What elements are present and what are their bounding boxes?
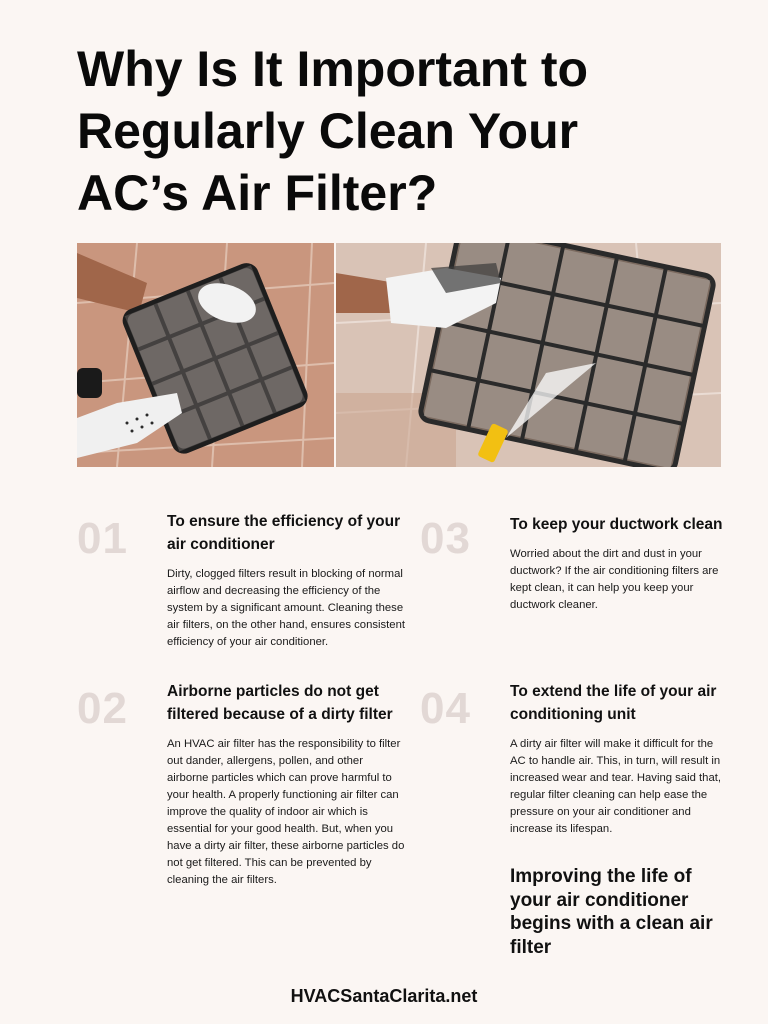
section-04: [420, 680, 730, 838]
section-body: A dirty air filter will make it difficult for the AC to handle air. This, in turn, will result in increased wear and tear. Having said that, regular filter cleaning can help ease the pressure on your air conditioner and increase its lifespan.: [510, 738, 722, 835]
page-title: Why Is It Important to Regularly Clean Your AC’s Air Filter?: [77, 41, 589, 221]
section-01: [77, 510, 407, 651]
section-03: [420, 513, 730, 614]
section-number: 04: [420, 684, 471, 733]
filter-photo-left: [77, 243, 334, 467]
section-number: 01: [77, 514, 128, 563]
callout-text: Improving the life of your air conditioner begins with a clean air filter: [510, 866, 713, 958]
section-number: 03: [420, 514, 471, 563]
section-body: An HVAC air filter has the responsibility to filter out dander, allergens, pollen, and other airborne particles which can prove harmful to your health. A properly functioning air filter can improve the quality of indoor air which is essential for your good health. But, when you have a dirty air filter, these airborne particles do not get filtered. This can be prevented by cleaning the air filters.: [167, 738, 405, 886]
section-heading: To keep your ductwork clean: [510, 516, 723, 533]
section-heading: To ensure the efficiency of your air conditioner: [167, 513, 401, 553]
filter-photo-right: [336, 243, 721, 467]
section-number: 02: [77, 684, 128, 733]
section-heading: Airborne particles do not get filtered because of a dirty filter: [167, 683, 393, 723]
footer-website[interactable]: HVACSantaClarita.net: [290, 986, 478, 1006]
section-body: Worried about the dirt and dust in your ductwork? If the air conditioning filters are kept clean, it can help you keep your ductwork cleaner.: [510, 548, 719, 611]
filter-washing-image: [336, 243, 721, 467]
filter-held-image: [77, 243, 334, 467]
section-02: [77, 680, 407, 889]
section-body: Dirty, clogged filters result in blocking of normal airflow and decreasing the efficiency of the system by a significant amount. Cleaning these air filters, on the other hand, ensures consistent efficiency of your air conditioner.: [167, 568, 405, 648]
section-heading: To extend the life of your air conditioning unit: [510, 683, 717, 723]
